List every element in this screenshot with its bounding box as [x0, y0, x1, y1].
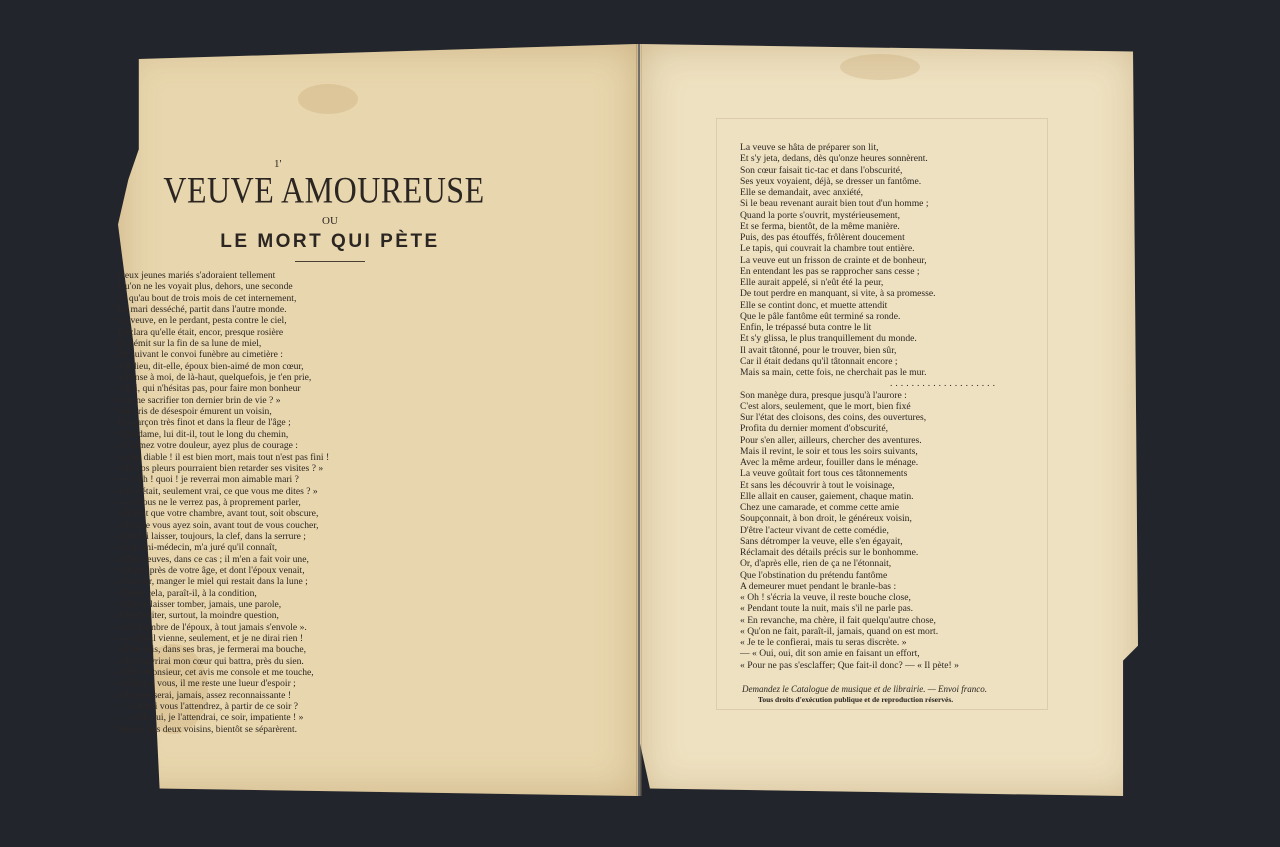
verse-line: « Il faut que votre chambre, avant tout, soit obscure, [118, 508, 319, 520]
verse-line: « Toi, qui n'hésitas pas, pour faire mon bonheur [118, 383, 301, 395]
verse-line: Que l'obstination du prétendu fantôme [740, 569, 888, 581]
verse-line: « Le soir, manger le miel qui restait dans la lune ; [118, 576, 308, 588]
verse-line: Soupçonnait, à bon droit, le généreux voisin, [740, 513, 912, 525]
verse-line: Car il était dedans qu'il tâtonnait encore ; [740, 355, 898, 367]
right-column [740, 142, 1010, 671]
verse-line: Et se ferma, bientôt, de la même manière. [740, 220, 900, 232]
verse-line: « Adieu, dit-elle, époux bien-aimé de mon cœur, [118, 360, 304, 372]
verse-line: La veuve eut un frisson de crainte et de bonheur, [740, 254, 927, 266]
verse-line: Et s'y jeta, dedans, dès qu'onze heures sonnèrent. [740, 153, 928, 165]
verse-line: En suivant le convoi funèbre au cimetière : [118, 349, 283, 361]
verse-line: Chez une camarade, et comme cette amie [740, 502, 900, 513]
verse-line: « Et j'ouvrirai mon cœur qui battra, près du sien. [118, 655, 304, 667]
page-fold [636, 44, 642, 796]
verse-line: « Un ami-médecin, m'a juré qu'il connaît, [118, 542, 278, 554]
verse-line: Pour s'en aller, ailleurs, chercher des aventures. [740, 434, 922, 446]
verse-line: Elle se demandait, avec anxiété, [740, 187, 864, 198]
verse-line: « Oh ! monsieur, cet avis me console et me touche, [118, 667, 314, 679]
verse-line: Ses cris de désespoir émurent un voisin, [118, 406, 272, 418]
verse-line: — « Qu'il vienne, seulement, et je ne dirai rien ! [118, 633, 304, 644]
verse-line: « Calmez votre douleur, ayez plus de courage : [118, 440, 298, 452]
verse-line: Puis, des pas étouffés, frôlèrent doucement [740, 232, 905, 243]
left-verse [118, 270, 510, 735]
verse-line: « Oh ! s'écria la veuve, il reste bouche close, [740, 592, 911, 603]
verse-line: Mais sa main, cette fois, ne cherchait pas le mur. [740, 367, 927, 378]
verse-line: — « Vous ne le verrez pas, à proprement parler, [118, 496, 301, 508]
verse-line: Mais il revint, le soir et tous les soirs suivants, [740, 445, 918, 457]
verse-line: A demeurer muet pendant le branle-bas : [740, 580, 897, 592]
verse-line: La veuve goûtait fort tous ces tâtonnements [740, 468, 908, 480]
verse-line: « De lui laisser, toujours, la clef, dans la serrure ; [118, 530, 306, 542]
page-subtitle: LE MORT QUI PÈTE [220, 231, 440, 252]
title-divider [295, 261, 365, 262]
verse-line: Un garçon très finot et dans la fleur de l'âge ; [118, 417, 291, 429]
verse-line: « De ne laisser tomber, jamais, une parole, [118, 598, 282, 610]
verse-line: C'est alors, seulement, que le mort, bien fixé [740, 400, 911, 412]
verse-line: « Je n'en serai, jamais, assez reconnaissante ! [118, 689, 292, 701]
verse-line: « Si c'était, seulement vrai, ce que vous me dites ? » [118, 485, 318, 497]
verse-line: — « Oui, oui, dit son amie en faisant un effort, [740, 648, 920, 660]
rights-notice: Tous droits d'exécution publique et de reproduction réservés. [758, 695, 954, 704]
verse-line: « Et vos pleurs pourraient bien retarder ses visites ? » [118, 462, 324, 474]
verse-line: — « Ainsi vous l'attendrez, à partir de ce soir ? [118, 701, 298, 713]
verse-line: « A me sacrifier ton dernier brin de vie ? » [118, 394, 281, 406]
verse-line: Quand la porte s'ouvrit, mystérieusement, [740, 209, 900, 221]
verse-line: — « Oh oui, je l'attendrai, ce soir, impatiente ! » [118, 712, 304, 724]
verse-line: Le tapis, qui couvrait la chambre tout entière. [740, 243, 915, 255]
verse-line: Déclara qu'elle était, encor, presque rosière [118, 326, 284, 338]
verse-line: Elle se contint donc, et muette attendit [740, 299, 888, 311]
verse-line: Profita du dernier moment d'obscurité, [740, 423, 888, 435]
verse-line: Elle allait en causer, gaiement, chaque matin. [740, 490, 914, 502]
verse-line: Qu'on ne les voyait plus, dehors, une seconde [118, 281, 293, 293]
verse-line: « Pendant toute la nuit, mais s'il ne parle pas. [740, 603, 914, 615]
verse-line: Sur l'état des cloisons, des coins, des ouvertures, [740, 412, 927, 423]
verse-line: « A peu près de votre âge, et dont l'époux venait, [118, 564, 305, 576]
verse-line: Et qu'au bout de trois mois de cet internement, [118, 292, 297, 304]
verse-line: La veuve, en le perdant, pesta contre le ciel, [118, 315, 287, 327]
verse-line: Si le beau revenant aurait bien tout d'un homme ; [740, 198, 929, 210]
verse-line: « En revanche, ma chère, il fait quelqu'autre chose, [740, 614, 936, 626]
title-connector: OU [322, 215, 338, 227]
verse-line: De tout perdre en manquant, si vite, à sa promesse. [740, 288, 936, 300]
verse-line: Réclamait des détails précis sur le bonhomme. [740, 547, 919, 558]
verse-line: Il avait tâtonné, pour le trouver, bien sûr, [740, 344, 897, 356]
verse-line: Le mari desséché, partit dans l'autre monde. [118, 304, 287, 316]
verse-line: .................... [890, 378, 998, 390]
verse-line: « Madame, lui dit-il, tout le long du chemin, [118, 428, 289, 440]
verse-line: Son manège dura, presque jusqu'à l'aurore : [740, 389, 907, 401]
verse-line: Sur ce, nos deux voisins, bientôt se séparèrent. [118, 723, 298, 735]
verse-line: Et gémit sur la fin de sa lune de miel, [118, 338, 262, 350]
verse-line: « Mais cela, paraît-il, à la condition, [118, 587, 257, 599]
page-title: VEUVE AMOUREUSE [163, 169, 485, 211]
verse-line: « Et d'éviter, surtout, la moindre question, [118, 610, 279, 622]
verse-line: Or, d'après elle, rien de ça ne l'étonnait, [740, 558, 892, 570]
verse-line: Que le pâle fantôme eût terminé sa ronde. [740, 310, 901, 322]
verse-line: La veuve se hâta de préparer son lit, [740, 142, 879, 153]
verse-line: « Des veuves, dans ce cas ; il m'en a fait voir une, [118, 553, 309, 565]
verse-line: « Pour ne pas s'esclaffer; Que fait-il donc? — « Il pète! » [740, 659, 959, 671]
verse-line: Avec la même ardeur, fouiller dans le ménage. [740, 457, 919, 468]
verse-line: D'être l'acteur vivant de cette comédie, [740, 524, 889, 536]
verse-line: Ses yeux voyaient, déjà, se dresser un fantôme. [740, 175, 922, 187]
stain [298, 84, 358, 114]
verse-line: « Grâce à vous, il me reste une lueur d'espoir ; [118, 678, 296, 690]
verse-line: Son cœur faisait tic-tac et dans l'obscurité, [740, 164, 903, 176]
title-mark: 1' [274, 158, 282, 170]
verse-line: Et s'y glissa, le plus tranquillement du monde. [740, 333, 917, 345]
verse-line: « Et que vous ayez soin, avant tout de vous coucher, [118, 519, 319, 531]
verse-line: « Qu'on ne fait, paraît-il, jamais, quand on est mort. [740, 625, 939, 637]
verse-line: Sans détromper la veuve, elle s'en égayait, [740, 535, 903, 547]
verse-line: Deux jeunes mariés s'adoraient tellement [118, 270, 276, 281]
verse-line: « Pense à moi, de là-haut, quelquefois, je t'en prie, [118, 372, 312, 384]
verse-line: En entendant les pas se rapprocher sans cesse ; [740, 265, 920, 277]
verse-line: « Que diable ! il est bien mort, mais tout n'est pas fini ! [118, 451, 330, 463]
left-column [118, 158, 510, 735]
verse-line: Et sans les découvrir à tout le voisinage, [740, 479, 895, 491]
verse-line: « Je te le confierai, mais tu seras discrète. » [740, 637, 907, 648]
verse-line: « Ou l'ombre de l'époux, à tout jamais s'envole ». [118, 621, 307, 633]
stain [840, 54, 920, 80]
verse-line: Elle aurait appelé, si n'eût été la peur, [740, 277, 884, 288]
verse-line: Enfin, le trépassé buta contre le lit [740, 322, 872, 333]
catalogue-notice: Demandez le Catalogue de musique et de librairie. — Envoi franco. [742, 684, 987, 694]
verse-line: — « Eh ! quoi ! je reverrai mon aimable mari ? [118, 474, 299, 486]
verse-line: « Une fois, dans ses bras, je fermerai ma bouche, [118, 644, 307, 656]
